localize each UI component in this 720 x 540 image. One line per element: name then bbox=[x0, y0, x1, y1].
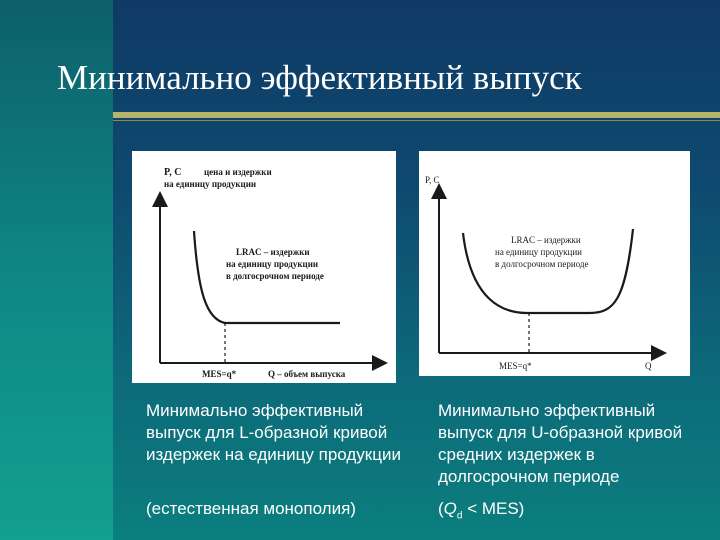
x-axis-label: Q – объем выпуска bbox=[268, 369, 346, 379]
left-caption: Минимально эффективный выпуск для L-образной кривой издержек на единицу продукции bbox=[146, 401, 401, 464]
mes-label: MES=q* bbox=[499, 361, 532, 371]
right-note-q: Q bbox=[443, 499, 457, 518]
u-curve-svg bbox=[419, 151, 690, 376]
y-axis-label: P, C bbox=[164, 167, 182, 178]
right-note-rest: < MES) bbox=[462, 499, 525, 518]
l-curve-chart bbox=[132, 151, 396, 383]
right-note-sub: d bbox=[456, 510, 463, 522]
l-curve-svg bbox=[132, 151, 396, 383]
curve-label-1: LRAC – издержки bbox=[511, 235, 581, 245]
u-curve-chart bbox=[419, 151, 690, 376]
curve-label-3: в долгосрочном периоде bbox=[226, 271, 324, 281]
curve-label-1: LRAC – издержки bbox=[236, 247, 310, 257]
y-axis-desc-2: на единицу продукции bbox=[164, 179, 257, 189]
x-axis-label: Q bbox=[645, 361, 652, 371]
right-caption: Минимально эффективный выпуск для U-образной кривой средних издержек в долгосрочном периоде bbox=[438, 401, 683, 486]
y-axis-desc-1: цена и издержки bbox=[204, 167, 272, 177]
title-rule bbox=[113, 112, 720, 118]
y-axis-label: P, C bbox=[425, 175, 440, 185]
left-caption-note: (естественная монополия) bbox=[146, 499, 356, 518]
slide-title: Минимально эффективный выпуск bbox=[57, 58, 582, 97]
right-caption-note: $(Q_d < MES)$ bbox=[438, 499, 525, 522]
curve-label-2: на единицу продукции bbox=[495, 247, 582, 257]
title-rule-thin bbox=[113, 120, 720, 121]
mes-label: MES=q* bbox=[202, 369, 237, 379]
curve-label-2: на единицу продукции bbox=[226, 259, 319, 269]
curve-label-3: в долгосрочном периоде bbox=[495, 259, 589, 269]
